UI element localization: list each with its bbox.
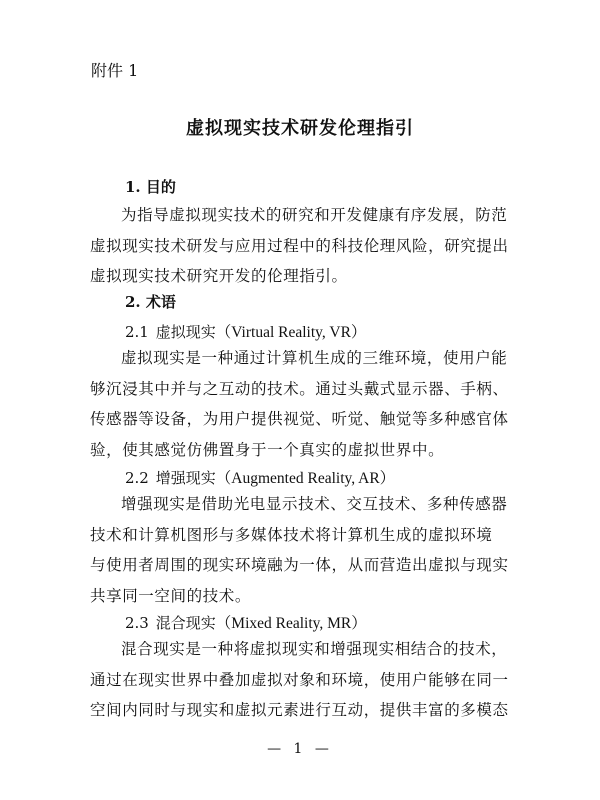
paragraph-line: 通过在现实世界中叠加虚拟对象和环境，使用户能够在同一 [90,670,509,689]
subsection-term: 虚拟现实 [155,323,216,341]
subsection-term: 增强现实 [155,469,216,487]
page-title: 虚拟现实技术研发伦理指引 [186,118,414,139]
paragraph-line: 虚拟现实是一种通过计算机生成的三维环境，使用户能 [121,349,508,367]
subsection-2-3-paragraph [90,634,510,726]
paragraph-line: 验，使其感觉仿佛置身于一个真实的虚拟世界中。 [90,440,445,459]
subsection-english-term: （Virtual Reality, VR） [215,324,367,341]
subsection-number: 2.3 [125,614,149,632]
paragraph-line: 增强现实是借助光电显示技术、交互技术、多种传感器 [121,495,508,513]
paragraph-line: 技术和计算机图形与多媒体技术将计算机生成的虚拟环境 [90,525,493,544]
subsection-2-1-paragraph [90,343,510,465]
paragraph-line: 共享同一空间的技术。 [90,586,252,605]
subsection-term: 混合现实 [155,614,216,632]
subsection-english-term: （Mixed Reality, MR） [215,615,367,632]
paragraph-line: 传感器等设备，为用户提供视觉、听觉、触觉等多种感官体 [90,410,509,428]
paragraph-line: 空间内同时与现实和虚拟元素进行互动，提供丰富的多模态 [90,701,509,719]
paragraph-line: 为指导虚拟现实技术的研究和开发健康有序发展，防范 [121,206,508,224]
attachment-label: 附件 1 [91,61,139,80]
paragraph-line: 虚拟现实技术研究开发的伦理指引。 [90,267,348,285]
section-2-heading: 2. 术语 [125,293,176,311]
section-1-heading: 1. 目的 [125,178,176,196]
subsection-2-2-paragraph [90,489,510,611]
paragraph-line: 混合现实是一种将虚拟现实和增强现实相结合的技术， [121,640,508,658]
paragraph-line: 与使用者周围的现实环境融为一体，从而营造出虚拟与现实 [90,556,509,574]
paragraph-line: 够沉浸其中并与之互动的技术。通过头戴式显示器、手柄、 [90,379,509,398]
subsection-number: 2.1 [125,323,149,341]
paragraph-line: 虚拟现实技术研发与应用过程中的科技伦理风险，研究提出 [90,236,509,255]
section-1-paragraph [90,200,510,292]
subsection-2-3-heading [125,611,367,633]
page-number: — 1 — [267,741,333,757]
subsection-english-term: （Augmented Reality, AR） [215,470,396,487]
subsection-number: 2.2 [125,469,149,487]
subsection-2-1-heading [125,320,366,342]
subsection-2-2-heading [125,466,395,488]
